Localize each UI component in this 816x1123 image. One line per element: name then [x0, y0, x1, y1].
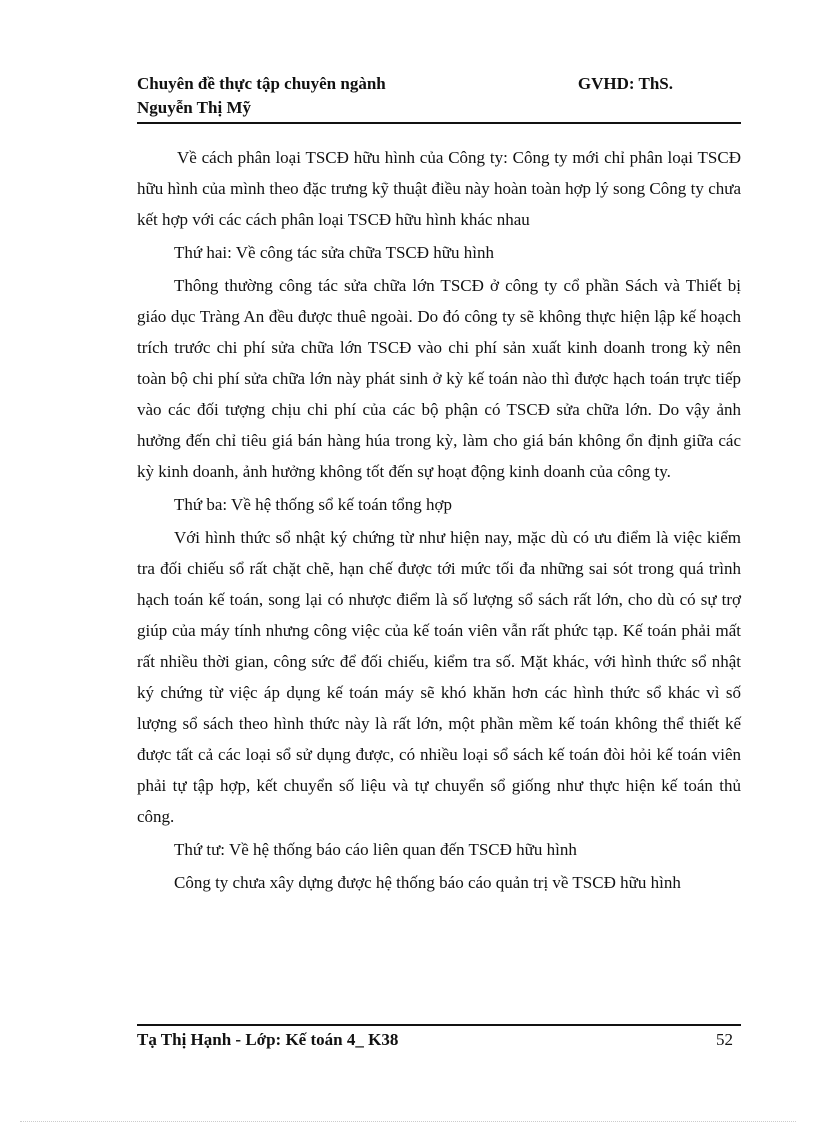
section-heading-repair: Thứ hai: Về công tác sửa chữa TSCĐ hữu hình	[174, 243, 494, 262]
header-divider	[137, 122, 741, 124]
paragraph-ledger: Với hình thức sổ nhật ký chứng từ như hiện nay, mặc dù có ưu điểm là việc kiểm tra đối chiếu sổ rất chặt chẽ, hạn chế được tới mức tối đa những sai sót trong quá trình hạch toán kế toán, song lại có nhược điểm là số lượng sổ sách rất lớn, cho dù có sự trợ giúp của máy tính nhưng công việc của kế toán viên vẫn rất phức tạp. Kế toán phải mất rất nhiều thời gian, công sức để đối chiếu, kiểm tra số. Mặt khác, với hình thức sổ nhật ký chứng từ việc áp dụng kế toán máy sẽ khó khăn hơn các hình thức sổ khác vì số lượng sổ sách theo hình thức này là rất lớn, một phần mềm kế toán không thể thiết kế được tất cả các loại sổ sử dụng được, có nhiều loại sổ sách kế toán đòi hỏi kế toán viên phải tự tập hợp, kết chuyển số liệu và tự chuyển sổ giống như thực hiện kế toán thủ công.	[137, 528, 741, 826]
section-heading-ledger: Thứ ba: Về hệ thống sổ kế toán tổng hợp	[174, 495, 453, 514]
footer-divider	[137, 1024, 741, 1026]
paragraph-repair: Thông thường công tác sửa chữa lớn TSCĐ ở công ty cổ phần Sách và Thiết bị giáo dục Tràng An đều được thuê ngoài. Do đó công ty sẽ không thực hiện lập kế hoạch trích trước chi phí sửa chữa lớn TSCĐ vào chi phí sản xuất kinh doanh trong kỳ nên toàn bộ chi phí sửa chữa lớn này phát sinh ở kỳ kế toán nào thì được hạch toán trực tiếp vào các đối tượng chịu chi phí của các bộ phận có TSCĐ sửa chữa lớn. Do vậy ảnh hưởng đến chỉ tiêu giá bán hàng húa trong kỳ, làm cho giá bán không ổn định giữa các kỳ kinh doanh, ảnh hưởng không tốt đến sự hoạt động kinh doanh của công ty.	[137, 276, 741, 481]
header-title: Chuyên đề thực tập chuyên ngành	[137, 74, 386, 93]
paragraph-classification: Về cách phân loại TSCĐ hữu hình của Công ty: Công ty mới chỉ phân loại TSCĐ hữu hình của mình theo đặc trưng kỹ thuật điều này hoàn toàn hợp lý song Công ty chưa kết hợp với các cách phân loại TSCĐ hữu hình khác nhau	[137, 148, 741, 229]
header-row	[137, 72, 741, 96]
page-header	[137, 72, 741, 120]
paragraph-reports: Công ty chưa xây dựng được hệ thống báo cáo quản trị về TSCĐ hữu hình	[174, 873, 681, 892]
section-heading-reports: Thứ tư: Về hệ thống báo cáo liên quan đến TSCĐ hữu hình	[174, 840, 577, 859]
footer-author: Tạ Thị Hạnh - Lớp: Kế toán 4_ K38	[137, 1030, 399, 1049]
header-advisor-name: Nguyễn Thị Mỹ	[137, 98, 251, 117]
header-advisor-label: GVHD: ThS.	[577, 74, 673, 93]
document-body	[137, 142, 741, 900]
page-number: 52	[716, 1030, 733, 1049]
page-footer	[137, 1028, 733, 1052]
page-edge-divider	[20, 1121, 796, 1122]
